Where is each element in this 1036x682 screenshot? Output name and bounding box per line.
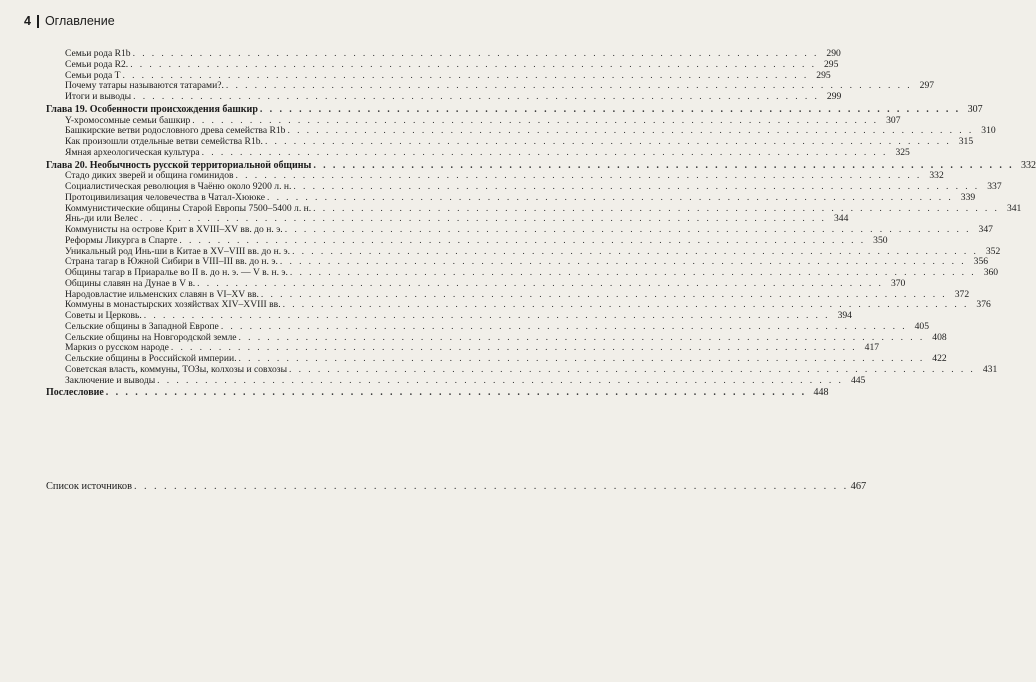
- toc-entry-label: Сельские общины в Российской империи.: [65, 353, 237, 364]
- page-number: 4: [24, 14, 31, 28]
- toc-entry-label: Общины тагар в Приаралье во II в. до н. э. — V в. н. э.: [65, 267, 288, 278]
- toc-entry-label: Маркиз о русском народе: [65, 342, 169, 354]
- toc-entry-page: 422: [932, 353, 947, 364]
- toc-entry-page: 339: [960, 191, 976, 203]
- toc-chapter-entry[interactable]: [46, 387, 829, 399]
- toc-entry-page: 295: [816, 69, 831, 81]
- toc-entry-label: Сельские общины на Новгородской земле: [65, 331, 237, 343]
- toc-entry-page: 370: [890, 277, 906, 289]
- toc-entry-label: Коммуны в монастырских хозяйствах XIV–XVIII вв.: [65, 299, 281, 311]
- toc-entry-page: 310: [981, 125, 996, 137]
- toc-entry-label: Глава 19. Особенности происхождения башкир: [46, 103, 258, 115]
- toc-entry-page: 307: [886, 114, 901, 126]
- toc-entry-label: Как произошли отдельные ветви семейства R1b.: [65, 136, 263, 147]
- toc-entry-label: Семьи рода R1b: [65, 48, 131, 59]
- toc-entry-label: Стадо диких зверей и община гоминидов: [65, 170, 234, 182]
- toc-chapter-entry[interactable]: [46, 103, 983, 116]
- toc-entry-page: 332: [1021, 159, 1036, 171]
- toc-entry[interactable]: [46, 234, 888, 247]
- toc-entry-label: Заключение и выводы: [65, 374, 156, 386]
- dot-leader: [197, 279, 883, 290]
- toc-entry-label: Советская власть, коммуны, ТОЗы, колхозы и совхозы: [65, 363, 288, 375]
- toc-entry-label: Послесловие: [46, 387, 104, 399]
- dot-leader: [134, 481, 849, 493]
- toc-entry-label: Общины славян на Дунае в V в.: [65, 277, 196, 289]
- toc-entry-label: Коммунистические общины Старой Европы 7500–5400 л. н.: [65, 202, 312, 214]
- dot-leader: [106, 388, 807, 399]
- dot-leader: [157, 376, 843, 387]
- dot-leader: [289, 365, 975, 376]
- toc-entry-page: 297: [919, 80, 935, 92]
- toc-entry-page: 408: [932, 331, 947, 343]
- dot-leader: [202, 148, 888, 159]
- toc-entry[interactable]: [46, 374, 866, 387]
- toc-entry-label: Y-хромосомные семьи башкир: [65, 114, 191, 126]
- toc-entry-page: 307: [967, 103, 983, 115]
- dot-leader: [133, 92, 819, 103]
- toc-entry-page: 445: [850, 374, 866, 386]
- toc-entry[interactable]: [46, 146, 910, 159]
- toc-entry-references[interactable]: [46, 481, 867, 493]
- toc-entry-page: 337: [987, 181, 1002, 192]
- toc-entry-page: 376: [976, 299, 991, 311]
- toc-entry-page: 299: [826, 91, 842, 102]
- toc-entry-label: Коммунисты на острове Крит в XVIII–XV вв. до н. э.: [65, 224, 283, 235]
- toc-entry-label: Страна тагар в Южной Сибири в VIII–III вв. до н. э.: [65, 256, 278, 268]
- toc-entry-page: 405: [914, 320, 929, 332]
- toc-entry-label: Реформы Ликурга в Спарте: [65, 234, 178, 246]
- toc-entry-label: Список источников: [46, 481, 132, 492]
- toc-entry-label: Уникальный род Инь-ши в Китае в XV–VIII вв. до н. э.: [65, 245, 291, 257]
- toc-entry-page: 344: [833, 213, 849, 225]
- dot-leader: [130, 60, 816, 71]
- toc-entry-page: 448: [813, 387, 829, 399]
- toc-entry-label: Итоги и выводы: [65, 91, 132, 102]
- toc-entry-page: 417: [864, 342, 880, 354]
- toc-entry-page: 290: [826, 48, 841, 59]
- toc-entry-page: 352: [985, 245, 1001, 257]
- toc-entry-label: Ямная археологическая культура: [65, 146, 200, 158]
- running-header: [24, 14, 115, 28]
- table-of-contents: [46, 48, 1036, 399]
- toc-entry-label: Социалистическая революция в Чаёню около 9200 л. н.: [65, 181, 292, 192]
- toc-entry[interactable]: [46, 363, 998, 376]
- toc-entry-page: 372: [954, 288, 970, 300]
- dot-leader: [260, 105, 961, 116]
- toc-entry-page: 295: [824, 58, 839, 70]
- toc-entry-page: 360: [983, 267, 999, 278]
- toc-entry[interactable]: [46, 320, 929, 333]
- toc-entry[interactable]: [46, 191, 976, 204]
- toc-entry[interactable]: [46, 91, 842, 103]
- toc-entry-page: 394: [837, 310, 852, 321]
- toc-entry-page: 356: [973, 256, 989, 268]
- dot-leader: [221, 322, 907, 333]
- toc-entry-page: 431: [982, 363, 998, 375]
- toc-entry-label: Сельские общины в Западной Европе: [65, 320, 219, 332]
- header-title: Оглавление: [44, 14, 115, 28]
- toc-entry-page: 325: [895, 146, 910, 158]
- toc-entry-label: Протоцивилизация человечества в Чатал-Хююке: [65, 191, 265, 203]
- toc-entry-label: Семьи рода R2.: [65, 58, 129, 70]
- toc-entry-label: Янь-ди или Велес: [65, 213, 139, 225]
- toc-entry[interactable]: [46, 58, 839, 71]
- toc-entry-page: 315: [958, 136, 974, 147]
- header-divider: [37, 15, 39, 28]
- toc-entry[interactable]: [46, 277, 906, 290]
- toc-entry-page: 350: [873, 234, 888, 246]
- dot-leader: [267, 193, 953, 204]
- toc-entry-page: 341: [1006, 202, 1022, 214]
- toc-entry-label: Советы и Церковь.: [65, 310, 142, 321]
- toc-entry-label: Башкирские ветви родословного древа семейства R1b: [65, 125, 286, 137]
- toc-entry-label: Народовластие ильменских славян в VI–XV вв.: [65, 288, 259, 300]
- toc-entry-label: Глава 20. Необычность русской территориальной общины: [46, 159, 312, 171]
- toc-entry-page: 467: [850, 481, 867, 492]
- toc-entry-page: 332: [929, 170, 944, 182]
- toc-entry-label: Почему татары называются татарами?.: [65, 80, 224, 92]
- toc-entry-page: 347: [978, 224, 993, 235]
- toc-entry-label: Семьи рода T: [65, 69, 121, 81]
- dot-leader: [179, 236, 865, 247]
